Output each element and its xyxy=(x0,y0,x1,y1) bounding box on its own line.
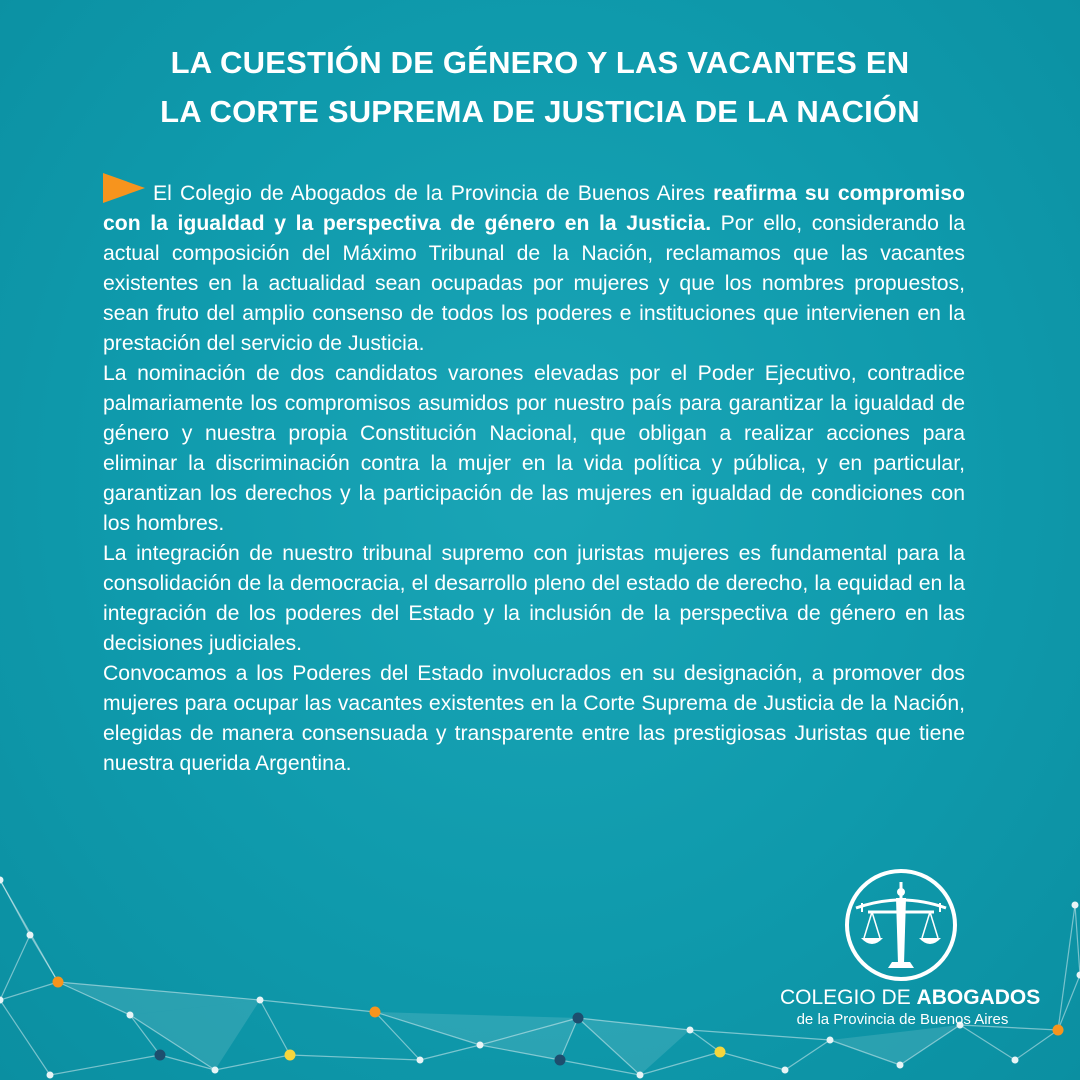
arrow-right-icon xyxy=(103,173,145,203)
paragraph-1-emphasis: reafirma su compromiso con la igualdad y la perspectiva de género en la Justicia. xyxy=(103,182,965,235)
network-dot xyxy=(477,1042,484,1049)
network-line xyxy=(0,880,58,982)
paragraph-1-intro: El Colegio de Abogados de la Provincia de Buenos Aires xyxy=(153,182,714,205)
colegio-logo xyxy=(780,868,1041,1038)
network-line xyxy=(50,1055,160,1075)
paragraph-1 xyxy=(103,173,965,359)
network-dot xyxy=(1077,972,1080,979)
network-dot xyxy=(687,1027,694,1034)
network-dot xyxy=(370,1007,381,1018)
network-line xyxy=(0,982,58,1000)
paragraph-1-rest: Por ello, considerando la actual composición del Máximo Tribunal de la Nación, reclamamos que las vacantes existentes en la actualidad sean ocupadas por mujeres y que los nombres propuestos, sean fruto del amplio consenso de todos los poderes e instituciones que intervienen en la prestación del servicio de Justicia. xyxy=(103,212,965,355)
network-dot xyxy=(212,1067,219,1074)
network-dot xyxy=(417,1057,424,1064)
network-line xyxy=(290,1055,420,1060)
statement-body xyxy=(103,173,965,779)
network-line xyxy=(420,1045,480,1060)
scales-of-justice-icon xyxy=(844,868,958,982)
network-dot xyxy=(782,1067,789,1074)
network-dot xyxy=(555,1055,566,1066)
page-title xyxy=(40,38,1040,136)
network-line xyxy=(215,1055,290,1070)
network-line xyxy=(1058,905,1075,1030)
network-line xyxy=(785,1040,830,1070)
network-dot xyxy=(897,1062,904,1069)
network-dot xyxy=(0,997,4,1004)
paragraph-4: Convocamos a los Poderes del Estado involucrados en su designación, a promover dos mujeres para ocupar las vacantes existentes en la Corte Suprema de Justicia de la Nación, elegidas de manera consensuada y transparente entre las prestigiosas Juristas que tiene nuestra querida Argentina. xyxy=(103,662,965,775)
network-line xyxy=(260,1000,375,1012)
network-line xyxy=(260,1000,290,1055)
network-line xyxy=(0,1000,50,1075)
paragraph-2: La nominación de dos candidatos varones elevadas por el Poder Ejecutivo, contradice palmariamente los compromisos asumidos por nuestro país para garantizar la igualdad de género y nuestra propia Constitución Nacional, que obligan a realizar acciones para eliminar la discriminación contra la mujer en la vida política y pública, y en particular, garantizan los derechos y la participación de las mujeres en igualdad de condiciones con los hombres. xyxy=(103,362,965,535)
network-dot xyxy=(47,1072,54,1079)
network-dot xyxy=(27,932,34,939)
title-line-1: LA CUESTIÓN DE GÉNERO Y LAS VACANTES EN xyxy=(170,45,910,80)
network-dot xyxy=(155,1050,166,1061)
network-dot xyxy=(1072,902,1079,909)
network-dot xyxy=(257,997,264,1004)
network-dot xyxy=(715,1047,726,1058)
network-dot xyxy=(1012,1057,1019,1064)
paragraph-3: La integración de nuestro tribunal supremo con juristas mujeres es fundamental para la consolidación de la democracia, el desarrollo pleno del estado de derecho, la equidad en la integración de los poderes del Estado y la inclusión de la perspectiva de género en las decisiones judiciales. xyxy=(103,542,965,655)
title-line-2: LA CORTE SUPREMA DE JUSTICIA DE LA NACIÓN xyxy=(160,94,920,129)
logo-name-regular: COLEGIO DE xyxy=(780,986,917,1009)
network-line xyxy=(0,935,30,1000)
network-dot xyxy=(53,977,64,988)
network-dot xyxy=(285,1050,296,1061)
network-dot xyxy=(127,1012,134,1019)
network-line xyxy=(720,1052,785,1070)
network-line xyxy=(1075,905,1080,975)
network-dot xyxy=(637,1072,644,1079)
logo-name xyxy=(780,986,1041,1010)
network-line xyxy=(690,1030,720,1052)
logo-name-bold: ABOGADOS xyxy=(916,986,1041,1009)
network-dot xyxy=(573,1013,584,1024)
logo-subtitle: de la Provincia de Buenos Aires xyxy=(796,1011,1009,1028)
network-dot xyxy=(0,877,4,884)
network-dot xyxy=(1053,1025,1064,1036)
